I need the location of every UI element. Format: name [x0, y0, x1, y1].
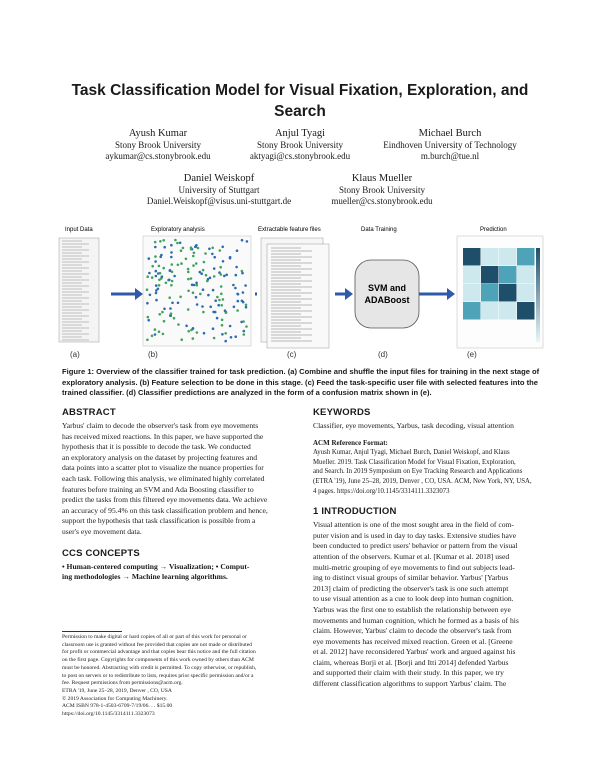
scatter-point: [202, 269, 205, 272]
intro-line: claim. However, Yarbus' claim to decode the observer's task from: [313, 626, 512, 636]
abstract-line: predict the tasks from this filtered eye movements data. We achieve: [62, 495, 268, 505]
right-column: [313, 407, 541, 690]
scatter-point: [229, 325, 232, 328]
scatter-point: [171, 271, 174, 274]
input-data-files: [59, 238, 99, 342]
scatter-point: [230, 336, 233, 339]
sub-label-d: (d): [378, 350, 388, 359]
intro-line: movements and human cognition, which he formed as a basis of his: [313, 615, 519, 625]
scatter-point: [211, 247, 214, 250]
author-block: [355, 127, 545, 162]
scatter-point: [209, 306, 212, 309]
abstract-line: Yarbus' claim to decode the observer's task from eye movements: [62, 421, 259, 430]
scatter-point: [203, 332, 206, 335]
figure-caption: Figure 1: Overview of the classifier trained for task prediction. (a) Combine and shuffle the input files for training in the next stage of exploratory analysis. (b) Feature selection to be done in this stage. (c) Feed the task-specific user file with selected features into the trained classifier. (d) Classifier predictions are analyzed in the form of a confusion matrix shown in (e).: [62, 367, 540, 397]
scatter-point: [185, 325, 188, 328]
author-email[interactable]: aktyagi@cs.stonybrook.edu: [249, 151, 351, 161]
abstract-line: user's eye movement data.: [62, 526, 142, 536]
matrix-cell: [481, 266, 499, 284]
scatter-point: [187, 330, 190, 333]
scatter-point: [233, 306, 236, 309]
permission-line: © 2019 Association for Computing Machinery.: [62, 695, 168, 702]
scatter-point: [229, 257, 232, 260]
scatter-point: [163, 320, 166, 323]
author-affiliation: Stony Brook University: [338, 185, 425, 195]
scatter-point: [224, 340, 227, 343]
scatter-point: [236, 309, 239, 312]
scatter-point: [148, 272, 151, 275]
scatter-point: [165, 282, 168, 285]
scatter-point: [158, 284, 161, 287]
scatter-point: [159, 240, 162, 243]
scatter-point: [168, 279, 171, 282]
scatter-point: [225, 311, 228, 314]
intro-line: and supported their claim with their study. In this paper, we try: [313, 668, 504, 678]
scatter-point: [192, 291, 195, 294]
scatter-point: [146, 302, 149, 305]
scatter-point: [243, 330, 246, 333]
scatter-point: [154, 333, 157, 336]
author-block: [287, 172, 477, 207]
scatter-point: [162, 333, 165, 336]
scatter-point: [155, 289, 158, 292]
scatter-point: [171, 263, 174, 266]
acm-ref-heading: ACM Reference Format:: [313, 438, 388, 447]
scatter-point: [219, 266, 222, 269]
arrow-a-to-b: [111, 288, 143, 300]
author-affiliation: University of Stuttgart: [178, 185, 260, 195]
scatter-point: [154, 328, 157, 331]
intro-line: different classification algorithms to support Yarbus' claim. The: [313, 679, 507, 689]
scatter-point: [149, 294, 152, 297]
sub-label-a: (a): [70, 350, 80, 359]
abstract-line: support the hypothesis that task classification is possible from a: [62, 516, 256, 526]
intro-line: ing to distinct visual groups of similar behavior. Yarbus' [Yarbus: [313, 573, 509, 583]
scatter-point: [177, 264, 180, 267]
scatter-point: [243, 333, 246, 336]
scatter-point: [241, 300, 244, 303]
scatter-point: [193, 284, 196, 287]
scatter-point: [194, 246, 197, 249]
matrix-cell: [499, 266, 517, 284]
scatter-point: [202, 311, 205, 314]
permission-line: for profit or commercial advantage and that copies bear this notice and the full citation: [62, 649, 256, 656]
abstract-text: [62, 421, 294, 538]
sub-label-e: (e): [467, 350, 477, 359]
intro-line: claim, whereas Borji et al. [Borji and Itti 2014] defended Yarbus: [313, 657, 509, 667]
abstract-line: an accuracy of 95.4% on this task classification problem and hence,: [62, 505, 268, 515]
ccs-line-2: ing methodologies → Machine learning algorithms.: [62, 572, 228, 582]
scatter-point: [208, 248, 211, 251]
scatter-point: [195, 296, 198, 299]
author-email[interactable]: mueller@cs.stonybrook.edu: [331, 196, 433, 206]
scatter-point: [173, 275, 176, 278]
matrix-cell: [517, 284, 535, 302]
scatter-point: [237, 293, 240, 296]
scatter-point: [187, 308, 190, 311]
scatter-point: [158, 330, 161, 333]
scatter-point: [176, 242, 179, 245]
acm-reference: [313, 448, 541, 496]
scatter-point: [222, 260, 225, 263]
scatter-point: [154, 246, 157, 249]
matrix-cell: [517, 248, 535, 266]
scatter-point: [225, 274, 228, 277]
scatter-point: [234, 287, 237, 290]
scatter-point: [237, 300, 240, 303]
scatter-point: [235, 274, 238, 277]
scatter-point: [158, 313, 161, 316]
author-name: Anjul Tyagi: [274, 128, 326, 139]
scatter-point: [242, 291, 245, 294]
author-name: Ayush Kumar: [128, 128, 188, 139]
keywords-heading: KEYWORDS: [313, 407, 371, 418]
author-email[interactable]: aykumar@cs.stonybrook.edu: [105, 151, 211, 161]
scatter-point: [213, 337, 216, 340]
scatter-point: [203, 261, 206, 264]
intro-line: to use visual attention as a cue to look deep into human cognition.: [313, 594, 514, 604]
scatter-point: [170, 256, 173, 259]
scatter-point: [182, 247, 185, 250]
footnote-rule: [62, 631, 122, 632]
keywords-text: Classifier, eye movements, Yarbus, task decoding, visual attention: [313, 421, 514, 430]
scatter-point: [199, 271, 202, 274]
scatter-point: [154, 241, 157, 244]
abstract-line: features before training an SVM and Ada Boosting classifier to: [62, 484, 254, 494]
scatter-point: [155, 270, 158, 273]
permission-line: fee. Request permissions from permissions@acm.org.: [62, 680, 183, 687]
scatter-point: [170, 251, 173, 254]
permission-line: Permission to make digital or hard copies of all or part of this work for personal or: [62, 634, 247, 640]
intro-line: puter vision and is used in day to day tasks. Extensive studies have: [313, 530, 517, 540]
ccs-concepts: [62, 562, 294, 583]
scatter-point: [185, 258, 188, 261]
intro-line: multi-metric grouping of eye movements to find out subjects lead-: [313, 562, 515, 572]
scatter-point: [187, 278, 190, 281]
scatter-point: [221, 324, 224, 327]
scatter-point: [146, 275, 149, 278]
scatter-point: [245, 304, 248, 307]
scatter-point: [196, 303, 199, 306]
panel-title-prediction: Prediction: [480, 227, 507, 233]
classifier-box: [355, 260, 419, 328]
ccs-line-1: • Human-centered computing → Visualization; • Comput-: [62, 561, 250, 571]
scatter-point: [204, 252, 207, 255]
scatter-point: [148, 257, 151, 260]
scatter-point: [161, 275, 164, 278]
author-affiliation: Stony Brook University: [114, 140, 201, 150]
permission-line: classroom use is granted without fee provided that copies are not made or distributed: [62, 641, 252, 648]
scatter-point: [223, 275, 226, 278]
author-email[interactable]: m.burch@tue.nl: [420, 151, 480, 161]
scatter-point: [190, 277, 193, 280]
paper-title: [40, 80, 560, 122]
permission-line: on the first page. Copyrights for components of this work owned by others than ACM: [62, 657, 254, 664]
abstract-line: data points into a scatter plot to visualize the nuance properties for: [62, 463, 264, 473]
abstract-line: hypothesis that it is possible to decode the task. We conducted: [62, 442, 251, 452]
scatter-point: [162, 267, 165, 270]
matrix-cell: [517, 302, 535, 320]
acm-ref-line: Mueller. 2019. Task Classification Model for Visual Fixation, Exploration,: [313, 458, 516, 466]
matrix-cell: [463, 284, 481, 302]
scatter-point: [151, 276, 154, 279]
arrow-d-to-e: [419, 288, 455, 300]
ccs-heading: CCS CONCEPTS: [62, 547, 140, 559]
scatter-point: [205, 274, 208, 277]
scatter-point: [159, 272, 162, 275]
scatter-point: [235, 266, 238, 269]
abstract-line: each task. Following this analysis, we eliminated highly correlated: [62, 473, 265, 483]
scatter-point: [187, 290, 190, 293]
scatter-point: [236, 249, 239, 252]
scatter-point: [222, 298, 225, 301]
scatter-point: [213, 256, 216, 259]
scatter-point: [160, 254, 163, 257]
scatter-point: [221, 246, 224, 249]
scatter-point: [179, 296, 182, 299]
scatter-point: [201, 305, 204, 308]
scatter-point: [197, 247, 200, 250]
scatter-point: [177, 302, 180, 305]
scatter-point: [212, 311, 215, 314]
scatter-point: [219, 249, 222, 252]
scatter-point: [155, 299, 158, 302]
scatter-point: [161, 311, 164, 314]
scatter-point: [151, 265, 154, 268]
scatter-point: [246, 240, 249, 243]
abstract-line: an exploratory analysis on the dataset by projecting features and: [62, 452, 258, 462]
scatter-point: [192, 327, 195, 330]
panel-title-input: Input Data: [65, 227, 93, 233]
feature-files: [261, 238, 329, 348]
author-email[interactable]: Daniel.Weiskopf@visus.uni-stuttgart.de: [146, 196, 292, 206]
scatter-point: [207, 294, 210, 297]
acm-ref-line: and Search. In 2019 Symposium on Eye Tracking Research and Applications: [313, 468, 523, 476]
scatter-point: [218, 299, 221, 302]
matrix-cell: [517, 266, 535, 284]
scatter-point: [187, 268, 190, 271]
intro-line: et al. 2012] have reconsidered Yarbus' work and argued against his: [313, 647, 516, 657]
scatter-point: [199, 293, 202, 296]
scatter-point: [220, 285, 223, 288]
intro-line: 2013] claim of predicting the observer's task is one such attempt: [313, 583, 509, 593]
scatter-point: [241, 239, 244, 242]
scatter-point: [221, 319, 224, 322]
permission-line: ETRA '19, June 25–28, 2019, Denver , CO, USA: [62, 687, 172, 694]
scatter-point: [195, 282, 198, 285]
introduction-text: [313, 520, 541, 690]
arrow-c-to-d: [335, 288, 353, 300]
scatter-point: [245, 325, 248, 328]
scatter-point: [245, 306, 248, 309]
permission-line: to post on servers or to redistribute to lists, requires prior specific permission and/or a: [62, 672, 254, 679]
scatter-point: [192, 337, 195, 340]
panel-title-training: Data Training: [361, 227, 397, 233]
intro-line: attention of the observers. Kumar et al. [Kumar et al. 2018] used: [313, 551, 510, 561]
scatter-point: [180, 338, 183, 341]
classifier-label-2: ADABoost: [364, 295, 410, 305]
scatter-point: [218, 271, 221, 274]
intro-line: Yarbus was the first one to establish the relationship between eye: [313, 604, 511, 614]
scatter-point: [221, 333, 224, 336]
scatter-point: [170, 312, 173, 315]
matrix-cell: [499, 284, 517, 302]
scatter-point: [179, 242, 182, 245]
sub-label-b: (b): [148, 350, 158, 359]
matrix-cell: [481, 284, 499, 302]
matrix-cell: [499, 248, 517, 266]
scatter-point: [216, 296, 219, 299]
intro-line: Visual attention is one of the most sought area in the field of com-: [313, 520, 514, 530]
scatter-point: [168, 296, 171, 299]
scatter-point: [190, 246, 193, 249]
scatter-point: [214, 299, 217, 302]
scatter-point: [155, 284, 158, 287]
scatter-point: [158, 265, 161, 268]
scatter-point: [212, 289, 215, 292]
panel-title-exploratory: Exploratory analysis: [151, 227, 205, 233]
scatter-point: [173, 317, 176, 320]
scatter-point: [170, 284, 173, 287]
scatter-point: [217, 304, 220, 307]
scatter-point: [202, 288, 205, 291]
scatter-point: [220, 304, 223, 307]
scatter-point: [151, 335, 154, 338]
scatter-point: [170, 244, 173, 247]
matrix-cell: [481, 248, 499, 266]
permission-notice: [62, 634, 300, 719]
scatter-point: [193, 252, 196, 255]
scatter-point: [154, 255, 157, 258]
scatter-point: [154, 260, 157, 263]
intro-line: been conducted to predict users' behavior or pattern from the visual: [313, 541, 518, 551]
scatter-point: [209, 277, 212, 280]
scatter-point: [195, 284, 198, 287]
scatter-point: [224, 332, 227, 335]
scatter-point: [213, 275, 216, 278]
scatter-point: [163, 246, 166, 249]
scatter-point: [212, 327, 215, 330]
scatter-point: [147, 316, 150, 319]
author-name: Michael Burch: [418, 128, 482, 139]
scatter-point: [180, 262, 183, 265]
scatter-point: [192, 264, 195, 267]
scatter-point: [220, 293, 223, 296]
scatter-point: [146, 339, 149, 342]
scatter-point: [163, 308, 166, 311]
scatter-point: [180, 249, 183, 252]
scatter-point: [187, 271, 190, 274]
panel-title-features: Extractable feature files: [258, 227, 321, 233]
title-line-2: Search: [274, 103, 326, 120]
scatter-point: [171, 302, 174, 305]
scatter-point: [171, 280, 174, 283]
matrix-cell: [463, 266, 481, 284]
scatter-point: [196, 331, 199, 334]
figure-1: [55, 222, 545, 377]
confusion-matrix: [457, 236, 543, 348]
scatter-point: [155, 275, 158, 278]
permission-line: ACM ISBN 978-1-4503-6709-7/19/06. . . $15.00: [62, 703, 173, 710]
matrix-cell: [481, 302, 499, 320]
scatter-point: [174, 239, 177, 242]
scatter-point: [147, 319, 150, 322]
left-column: [62, 407, 294, 583]
scatter-point: [211, 253, 214, 256]
matrix-cell: [499, 302, 517, 320]
intro-line: eye movements has received mixed reaction. Green et al. [Greene: [313, 636, 513, 646]
acm-ref-line: Ayush Kumar, Anjul Tyagi, Michael Burch, Daniel Weiskopf, and Klaus: [313, 449, 510, 457]
acm-ref-line: 4 pages. https://doi.org/10.1145/3314111.3323073: [313, 487, 450, 495]
classifier-label-1: SVM and: [367, 283, 407, 293]
sub-label-c: (c): [287, 350, 297, 359]
scatter-point: [242, 320, 245, 323]
exploratory-scatter-plot: [143, 236, 251, 346]
author-name: Daniel Weiskopf: [183, 173, 255, 184]
permission-line: must be honored. Abstracting with credit is permitted. To copy otherwise, or republish,: [62, 664, 257, 671]
matrix-cell: [463, 248, 481, 266]
permission-line: https://doi.org/10.1145/3314111.3323073: [62, 711, 155, 718]
scatter-point: [234, 335, 237, 338]
scatter-point: [241, 270, 244, 273]
scatter-point: [146, 288, 149, 291]
scatter-point: [195, 262, 198, 265]
pipeline-diagram: [55, 222, 545, 364]
author-name: Klaus Mueller: [351, 173, 413, 184]
scatter-point: [162, 239, 165, 242]
abstract-heading: ABSTRACT: [62, 407, 116, 418]
author-affiliation: Stony Brook University: [256, 140, 343, 150]
scatter-point: [213, 267, 216, 270]
scatter-point: [177, 323, 180, 326]
acm-ref-line: (ETRA '19), June 25–28, 2019, Denver , CO, USA. ACM, New York, NY, USA,: [313, 477, 532, 485]
scatter-point: [192, 255, 195, 258]
scatter-point: [155, 292, 158, 295]
matrix-cell: [463, 302, 481, 320]
scatter-point: [216, 317, 219, 320]
abstract-line: has received mixed reactions. In this paper, we have supported the: [62, 431, 264, 441]
scatter-point: [232, 284, 235, 287]
title-line-1: Task Classification Model for Visual Fixation, Exploration, and: [71, 82, 529, 99]
scatter-point: [169, 307, 172, 310]
author-affiliation: Eindhoven University of Technology: [383, 140, 517, 150]
scatter-point: [244, 284, 247, 287]
introduction-heading: 1 INTRODUCTION: [313, 506, 397, 518]
